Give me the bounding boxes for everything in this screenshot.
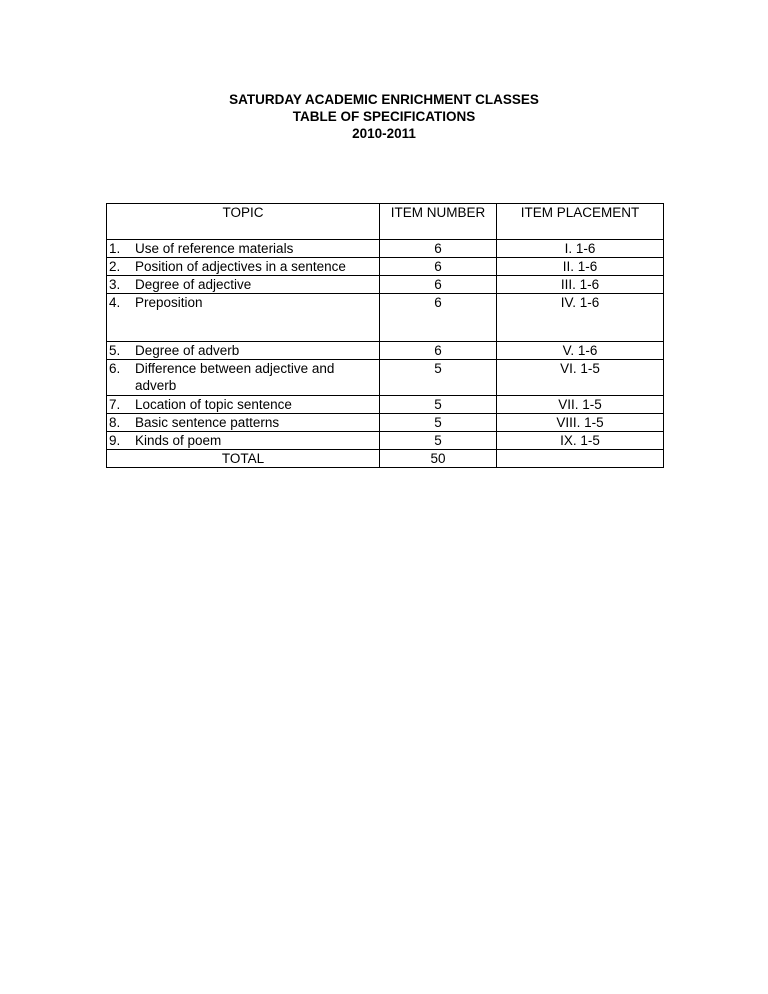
total-placement: [497, 450, 664, 468]
table-row: [107, 396, 664, 414]
topic-number: 4.: [109, 295, 121, 310]
item-placement-cell: VIII. 1-5: [497, 414, 664, 432]
topic-number: 5.: [109, 343, 121, 358]
topic-cell: [107, 294, 380, 342]
item-placement-cell: VI. 1-5: [497, 360, 664, 396]
topic-cell: [107, 276, 380, 294]
topic-cell: [107, 258, 380, 276]
topic-text: Location of topic sentence: [135, 397, 292, 412]
item-placement-cell: IV. 1-6: [497, 294, 664, 342]
topic-number: 3.: [109, 277, 121, 292]
item-number-cell: 6: [380, 258, 497, 276]
topic-text: Use of reference materials: [135, 241, 294, 256]
table-row: [107, 276, 664, 294]
item-placement-cell: IX. 1-5: [497, 432, 664, 450]
item-placement-cell: VII. 1-5: [497, 396, 664, 414]
item-number-cell: 6: [380, 342, 497, 360]
topic-text: Degree of adjective: [135, 277, 252, 292]
topic-number: 7.: [109, 397, 121, 412]
item-number-cell: 5: [380, 432, 497, 450]
total-item-number: 50: [380, 450, 497, 468]
heading-year: 2010-2011: [352, 126, 416, 141]
table-row: [107, 360, 664, 396]
item-placement-cell: II. 1-6: [497, 258, 664, 276]
item-number-cell: 6: [380, 240, 497, 258]
table-header-row: [107, 204, 664, 240]
topic-number: 8.: [109, 415, 121, 430]
topic-text: Preposition: [135, 295, 203, 310]
table-row: [107, 414, 664, 432]
topic-text: Position of adjectives in a sentence: [135, 259, 346, 274]
topic-cell: [107, 360, 380, 396]
topic-text: Difference between adjective and adverb: [135, 361, 335, 393]
topic-number: 1.: [109, 241, 121, 256]
specifications-table: [106, 203, 664, 468]
topic-text: Degree of adverb: [135, 343, 240, 358]
total-row: [107, 450, 664, 468]
table-row: [107, 432, 664, 450]
document-heading: [0, 91, 768, 142]
topic-cell: [107, 414, 380, 432]
table-row: [107, 342, 664, 360]
topic-cell: [107, 432, 380, 450]
item-number-cell: 6: [380, 294, 497, 342]
heading-subtitle: TABLE OF SPECIFICATIONS: [292, 109, 476, 124]
topic-number: 9.: [109, 433, 121, 448]
table-row: [107, 258, 664, 276]
topic-text: Basic sentence patterns: [135, 415, 280, 430]
topic-cell: [107, 342, 380, 360]
item-number-cell: 5: [380, 396, 497, 414]
heading-title: SATURDAY ACADEMIC ENRICHMENT CLASSES: [229, 92, 539, 107]
topic-number: 2.: [109, 259, 121, 274]
item-placement-cell: I. 1-6: [497, 240, 664, 258]
table-row: [107, 294, 664, 342]
item-placement-cell: III. 1-6: [497, 276, 664, 294]
item-number-cell: 5: [380, 414, 497, 432]
item-number-cell: 6: [380, 276, 497, 294]
header-item-placement: ITEM PLACEMENT: [497, 204, 664, 240]
header-item-number: ITEM NUMBER: [380, 204, 497, 240]
item-number-cell: 5: [380, 360, 497, 396]
topic-text: Kinds of poem: [135, 433, 222, 448]
topic-cell: [107, 240, 380, 258]
total-label: TOTAL: [107, 450, 380, 468]
topic-number: 6.: [109, 361, 121, 376]
topic-cell: [107, 396, 380, 414]
item-placement-cell: V. 1-6: [497, 342, 664, 360]
table-row: [107, 240, 664, 258]
header-topic: TOPIC: [107, 204, 380, 240]
